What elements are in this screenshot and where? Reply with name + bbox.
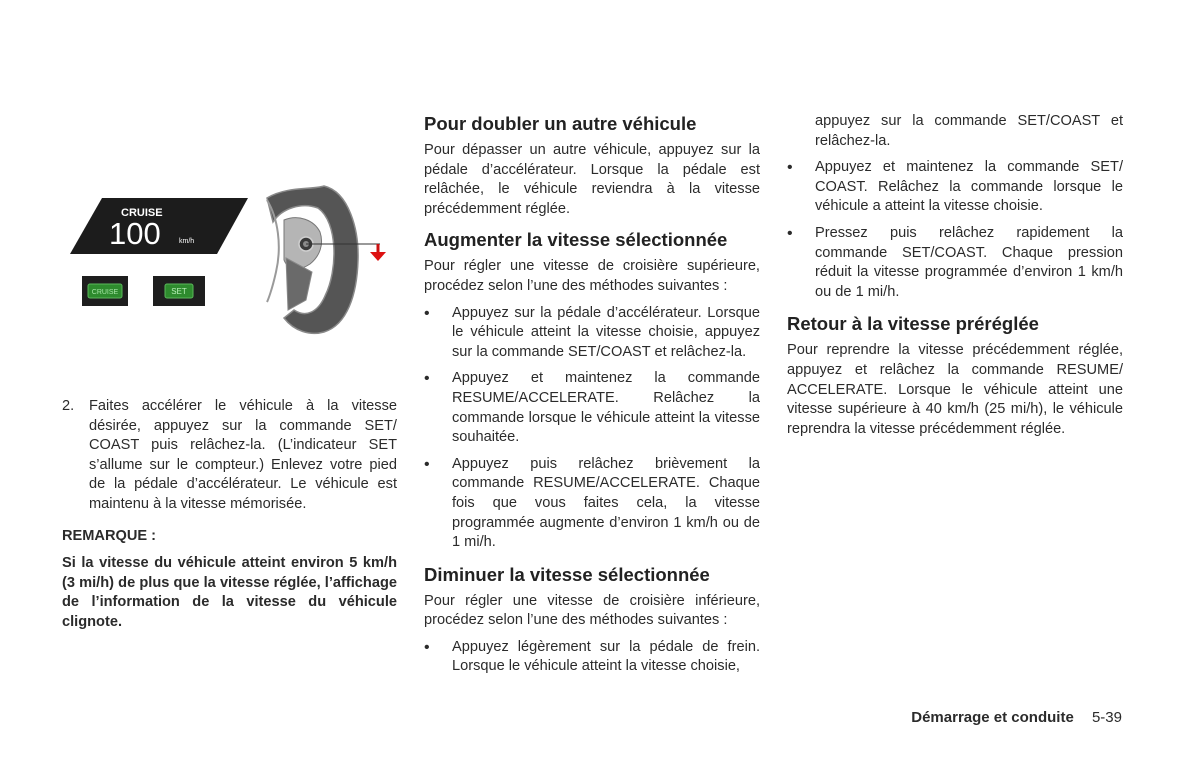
list-item: • Appuyez et maintenez la commande RESUME/ACCELERATE. Relâchez la commande lorsque le véhicule atteint la vitesse souhaitée. bbox=[424, 369, 760, 447]
list-item: • Appuyez sur la pédale d’accélérateur. Lorsque le véhicule atteint la vitesse choisie, appuyez sur la commande SET/COAST et relâchez-la. bbox=[424, 304, 760, 363]
right-column bbox=[787, 112, 1123, 439]
list-item: • Appuyez puis relâchez brièvement la commande RESUME/ACCELERATE. Chaque fois que vous faites cela, la vitesse programmée augmente d’environ 1 km/h ou de 1 mi/h. bbox=[424, 455, 760, 553]
page-number: 5-39 bbox=[1091, 709, 1122, 726]
section-title: Démarrage et conduite bbox=[911, 709, 1074, 726]
decrease-list-continued bbox=[787, 158, 1123, 302]
remark-text: Si la vitesse du véhicule atteint environ 5 km/h (3 mi/h) de plus que la vitesse réglée, l’affichage de l’information de la vitesse du véhicule clignote. bbox=[62, 555, 397, 630]
paragraph-increase: Pour régler une vitesse de croisière supérieure, procédez selon l’une des méthodes suivantes : bbox=[424, 258, 760, 294]
step-text: Faites accélérer le véhicule à la vitesse désirée, appuyez sur la commande SET/ COAST puis relâchez-la. (L’indicateur SET s’allume sur le compteur.) Enlevez votre pied de la pédale d’accélérateur. Le véhicule est maintenu à la vitesse mémorisée. bbox=[89, 398, 397, 512]
list-item-continuation: appuyez sur la commande SET/COAST et relâchez-la. bbox=[815, 113, 1123, 149]
display-speed: 100 bbox=[109, 216, 161, 251]
middle-column bbox=[424, 112, 760, 677]
page-footer bbox=[911, 708, 1122, 728]
speedometer-display bbox=[70, 198, 248, 254]
left-column bbox=[62, 397, 397, 633]
heading-resume: Retour à la vitesse préréglée bbox=[787, 313, 1039, 335]
heading-decrease: Diminuer la vitesse sélectionnée bbox=[424, 563, 710, 585]
paragraph-overtake: Pour dépasser un autre véhicule, appuyez sur la pédale d’accélérateur. Lorsque la pédale est relâchée, le véhicule reviendra à la vitesse précédemment réglée. bbox=[424, 142, 760, 217]
heading-increase: Augmenter la vitesse sélectionnée bbox=[424, 229, 728, 251]
cruise-indicator-label: CRUISE bbox=[91, 289, 119, 296]
decrease-list bbox=[424, 638, 760, 677]
display-label: CRUISE bbox=[121, 207, 163, 219]
paragraph-resume: Pour reprendre la vitesse précédemment réglée, appuyez et relâchez la commande RESUME/ ACCELERATE. Lorsque le véhicule atteint une vitesse supérieure à 40 km/h (25 mi/h), le véhicule reprendra la vitesse précédemment réglée. bbox=[787, 342, 1123, 437]
list-item: • Appuyez et maintenez la commande SET/ COAST. Relâchez la commande lorsque le véhicule a atteint la vitesse choisie. bbox=[787, 158, 1123, 217]
paragraph-decrease: Pour régler une vitesse de croisière inférieure, procédez selon l’une des méthodes suivantes : bbox=[424, 592, 760, 629]
set-indicator-label: SET bbox=[171, 287, 187, 296]
step-2 bbox=[62, 397, 397, 515]
remark-heading: REMARQUE : bbox=[62, 527, 157, 544]
step-number: 2. bbox=[62, 398, 75, 414]
set-indicator bbox=[153, 276, 205, 306]
increase-list bbox=[424, 304, 760, 553]
heading-overtake: Pour doubler un autre véhicule bbox=[424, 113, 697, 134]
list-item: • Appuyez légèrement sur la pédale de frein. Lorsque le véhicule atteint la vitesse choisie, bbox=[424, 638, 760, 677]
list-item: • Pressez puis relâchez rapidement la commande SET/COAST. Chaque pression réduit la vitesse programmée d’environ 1 km/h ou de 1 mi/h. bbox=[787, 224, 1123, 302]
down-arrow-icon bbox=[370, 252, 386, 261]
steering-wheel-illustration bbox=[267, 186, 386, 333]
cruise-indicator bbox=[82, 276, 128, 306]
cruise-control-figure bbox=[62, 160, 397, 335]
display-unit: km/h bbox=[179, 238, 195, 245]
